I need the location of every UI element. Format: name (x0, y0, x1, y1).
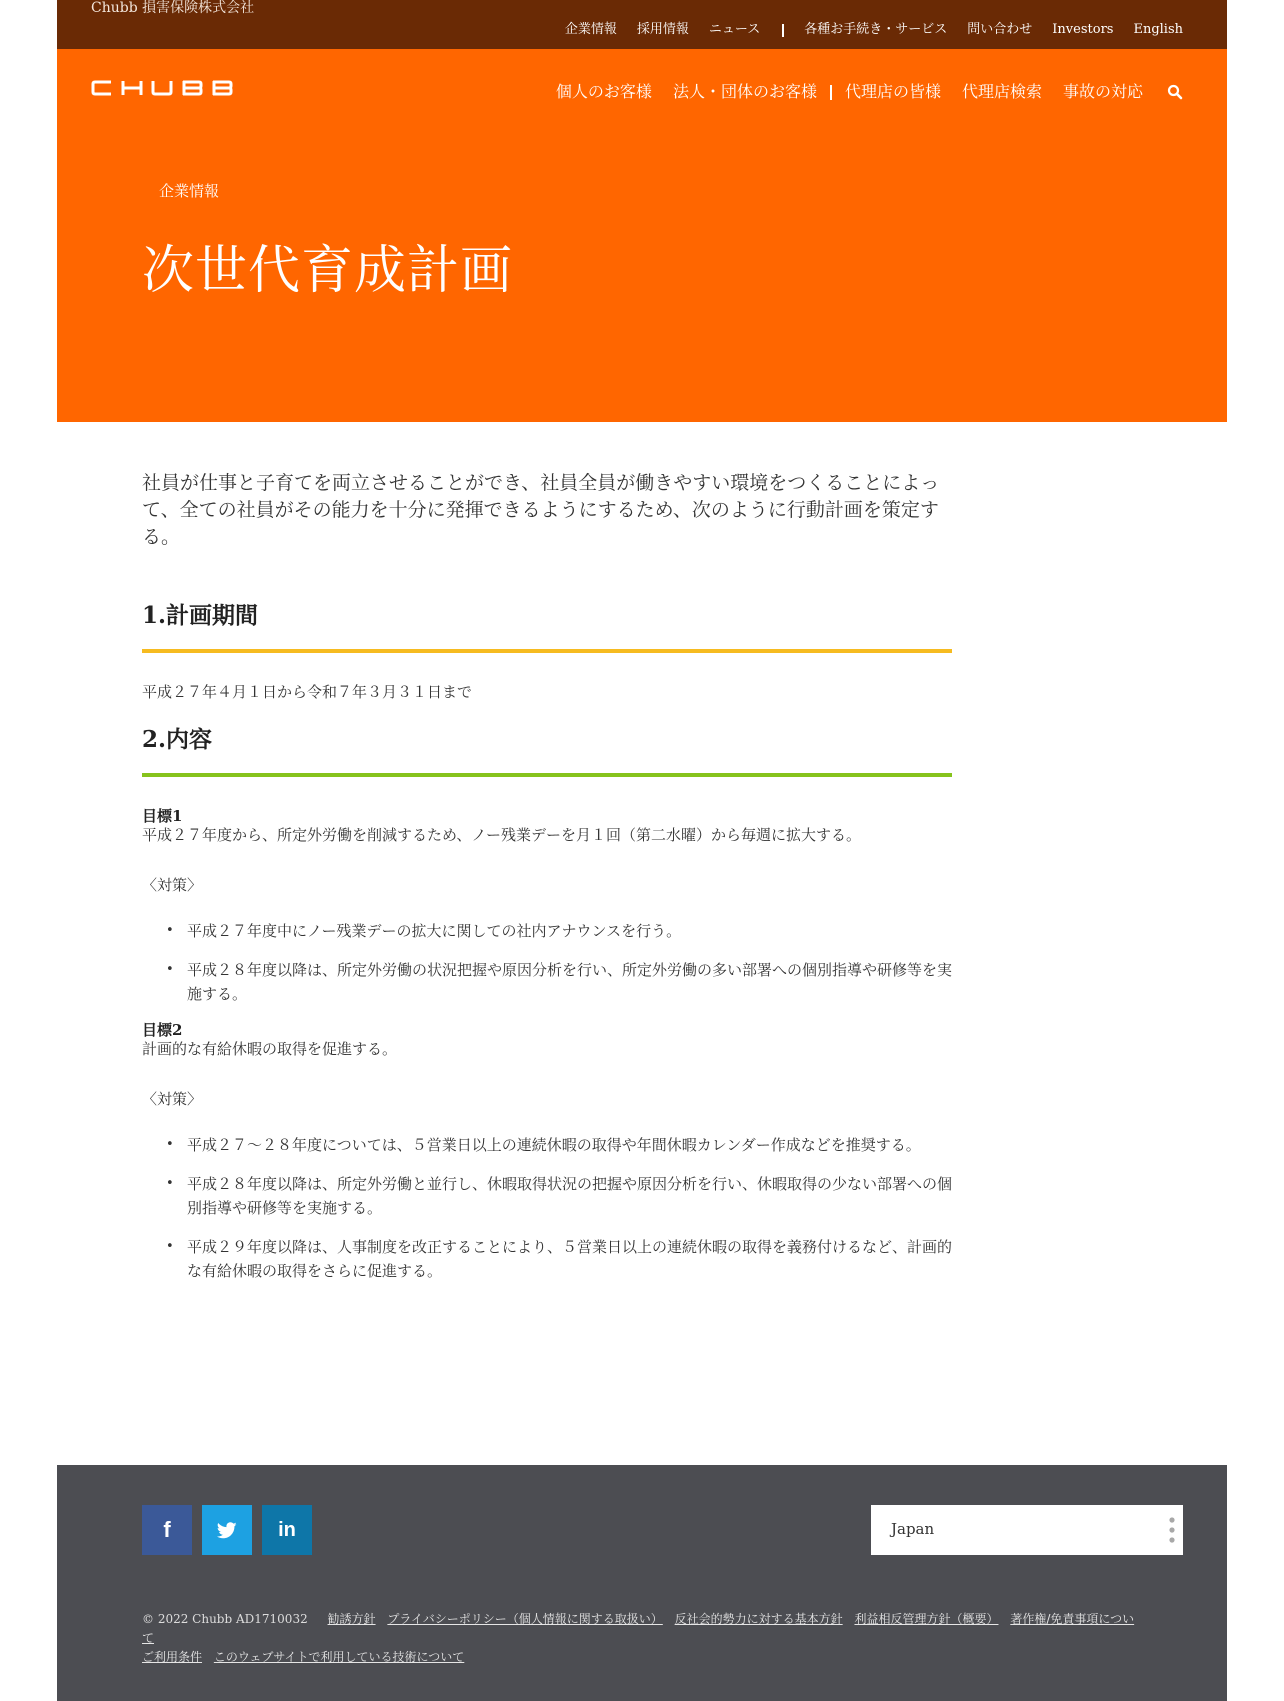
linkedin-icon[interactable]: in (262, 1505, 312, 1555)
nav-accident[interactable]: 事故の対応 (1062, 82, 1143, 101)
util-link-contact[interactable]: 問い合わせ (967, 22, 1033, 37)
region-selector[interactable] (871, 1505, 1183, 1555)
plan-period: 平成２７年４月１日から令和７年３月３１日まで (142, 683, 473, 701)
main-nav (556, 82, 1183, 102)
page-title: 次世代育成計画 (142, 241, 514, 301)
goal-2-measure-label: 〈対策〉 (142, 1090, 203, 1108)
footer-link-solicitation[interactable]: 勧誘方針 (327, 1612, 376, 1626)
goal-2-label: 目標2 (142, 1021, 183, 1039)
twitter-icon[interactable] (202, 1505, 252, 1555)
nav-divider (830, 85, 832, 100)
list-item: • 平成２９年度以降は、人事制度を改正することにより、５営業日以上の連続休暇の取得を義務付けるなど、計画的な有給休暇の取得をさらに促進する。 (142, 1235, 952, 1283)
facebook-icon[interactable]: f (142, 1505, 192, 1555)
footer-link-conflict[interactable]: 利益相反管理方針（概要） (854, 1612, 999, 1626)
goal-2-measures (142, 1133, 952, 1283)
goal-1-text: 平成２７年度から、所定外労働を削減するため、ノー残業デーを月１回（第二水曜）から毎週に拡大する。 (142, 826, 861, 844)
copyright: © 2022 Chubb AD1710032 (142, 1612, 308, 1626)
main-content (142, 470, 952, 1298)
footer-link-antisocial[interactable]: 反社会的勢力に対する基本方針 (674, 1612, 843, 1626)
search-icon[interactable] (1167, 84, 1183, 100)
footer-link-copyright[interactable]: 著作権/免責事項について (142, 1612, 1135, 1645)
region-value: Japan (891, 1520, 935, 1538)
util-link-corporate[interactable]: 企業情報 (564, 22, 617, 37)
social-links (142, 1505, 322, 1555)
utility-bar (57, 0, 1227, 49)
goal-1-measures (142, 919, 952, 1006)
section-title-period: 1.計画期間 (142, 602, 259, 629)
util-link-news[interactable]: ニュース (708, 22, 761, 37)
list-item: • 平成２８年度以降は、所定外労働の状況把握や原因分析を行い、所定外労働の多い部署への個別指導や研修等を実施する。 (142, 958, 952, 1006)
util-link-careers[interactable]: 採用情報 (636, 22, 689, 37)
company-name: Chubb 損害保険株式会社 (91, 0, 255, 16)
nav-agents[interactable]: 代理店の皆様 (844, 82, 941, 101)
goal-1-measure-label: 〈対策〉 (142, 876, 203, 894)
section-divider-yellow (142, 649, 952, 653)
section-title-content: 2.内容 (142, 726, 213, 753)
list-item: • 平成２７年度中にノー残業デーの拡大に関しての社内アナウンスを行う。 (142, 919, 952, 943)
hero-banner (57, 49, 1227, 422)
footer-link-technology[interactable]: このウェブサイトで利用している技術について (213, 1650, 465, 1664)
nav-individual[interactable]: 個人のお客様 (555, 82, 652, 101)
util-link-english[interactable]: English (1133, 22, 1183, 37)
section-divider-green (142, 773, 952, 777)
chubb-logo[interactable] (91, 80, 237, 96)
footer-link-terms[interactable]: ご利用条件 (142, 1650, 203, 1664)
legal-links (142, 1610, 1142, 1667)
intro-paragraph: 社員が仕事と子育てを両立させることができ、社員全員が働きやすい環境をつくることによって、全ての社員がその能力を十分に発揮できるようにするため、次のように行動計画を策定する。 (142, 472, 940, 548)
goal-2-text: 計画的な有給休暇の取得を促進する。 (142, 1040, 398, 1058)
breadcrumb[interactable]: 企業情報 (159, 182, 220, 200)
nav-agent-search[interactable]: 代理店検索 (961, 82, 1042, 101)
util-link-services[interactable]: 各種お手続き・サービス (804, 22, 948, 37)
util-divider (782, 24, 784, 37)
goal-1-label: 目標1 (142, 807, 183, 825)
list-item: • 平成２８年度以降は、所定外労働と並行し、休暇取得状況の把握や原因分析を行い、休暇取得の少ない部署への個別指導や研修等を実施する。 (142, 1172, 952, 1220)
page-frame (57, 0, 1227, 1701)
list-item: • 平成２７～２８年度については、５営業日以上の連続休暇の取得や年間休暇カレンダー作成などを推奨する。 (142, 1133, 952, 1157)
util-link-investors[interactable]: Investors (1052, 22, 1114, 37)
footer-link-privacy[interactable]: プライバシーポリシー（個人情報に関する取扱い） (387, 1612, 663, 1626)
nav-corporate[interactable]: 法人・団体のお客様 (672, 82, 817, 101)
site-footer (57, 1465, 1227, 1701)
more-options-icon (1169, 1517, 1175, 1543)
utility-nav (545, 21, 1183, 39)
